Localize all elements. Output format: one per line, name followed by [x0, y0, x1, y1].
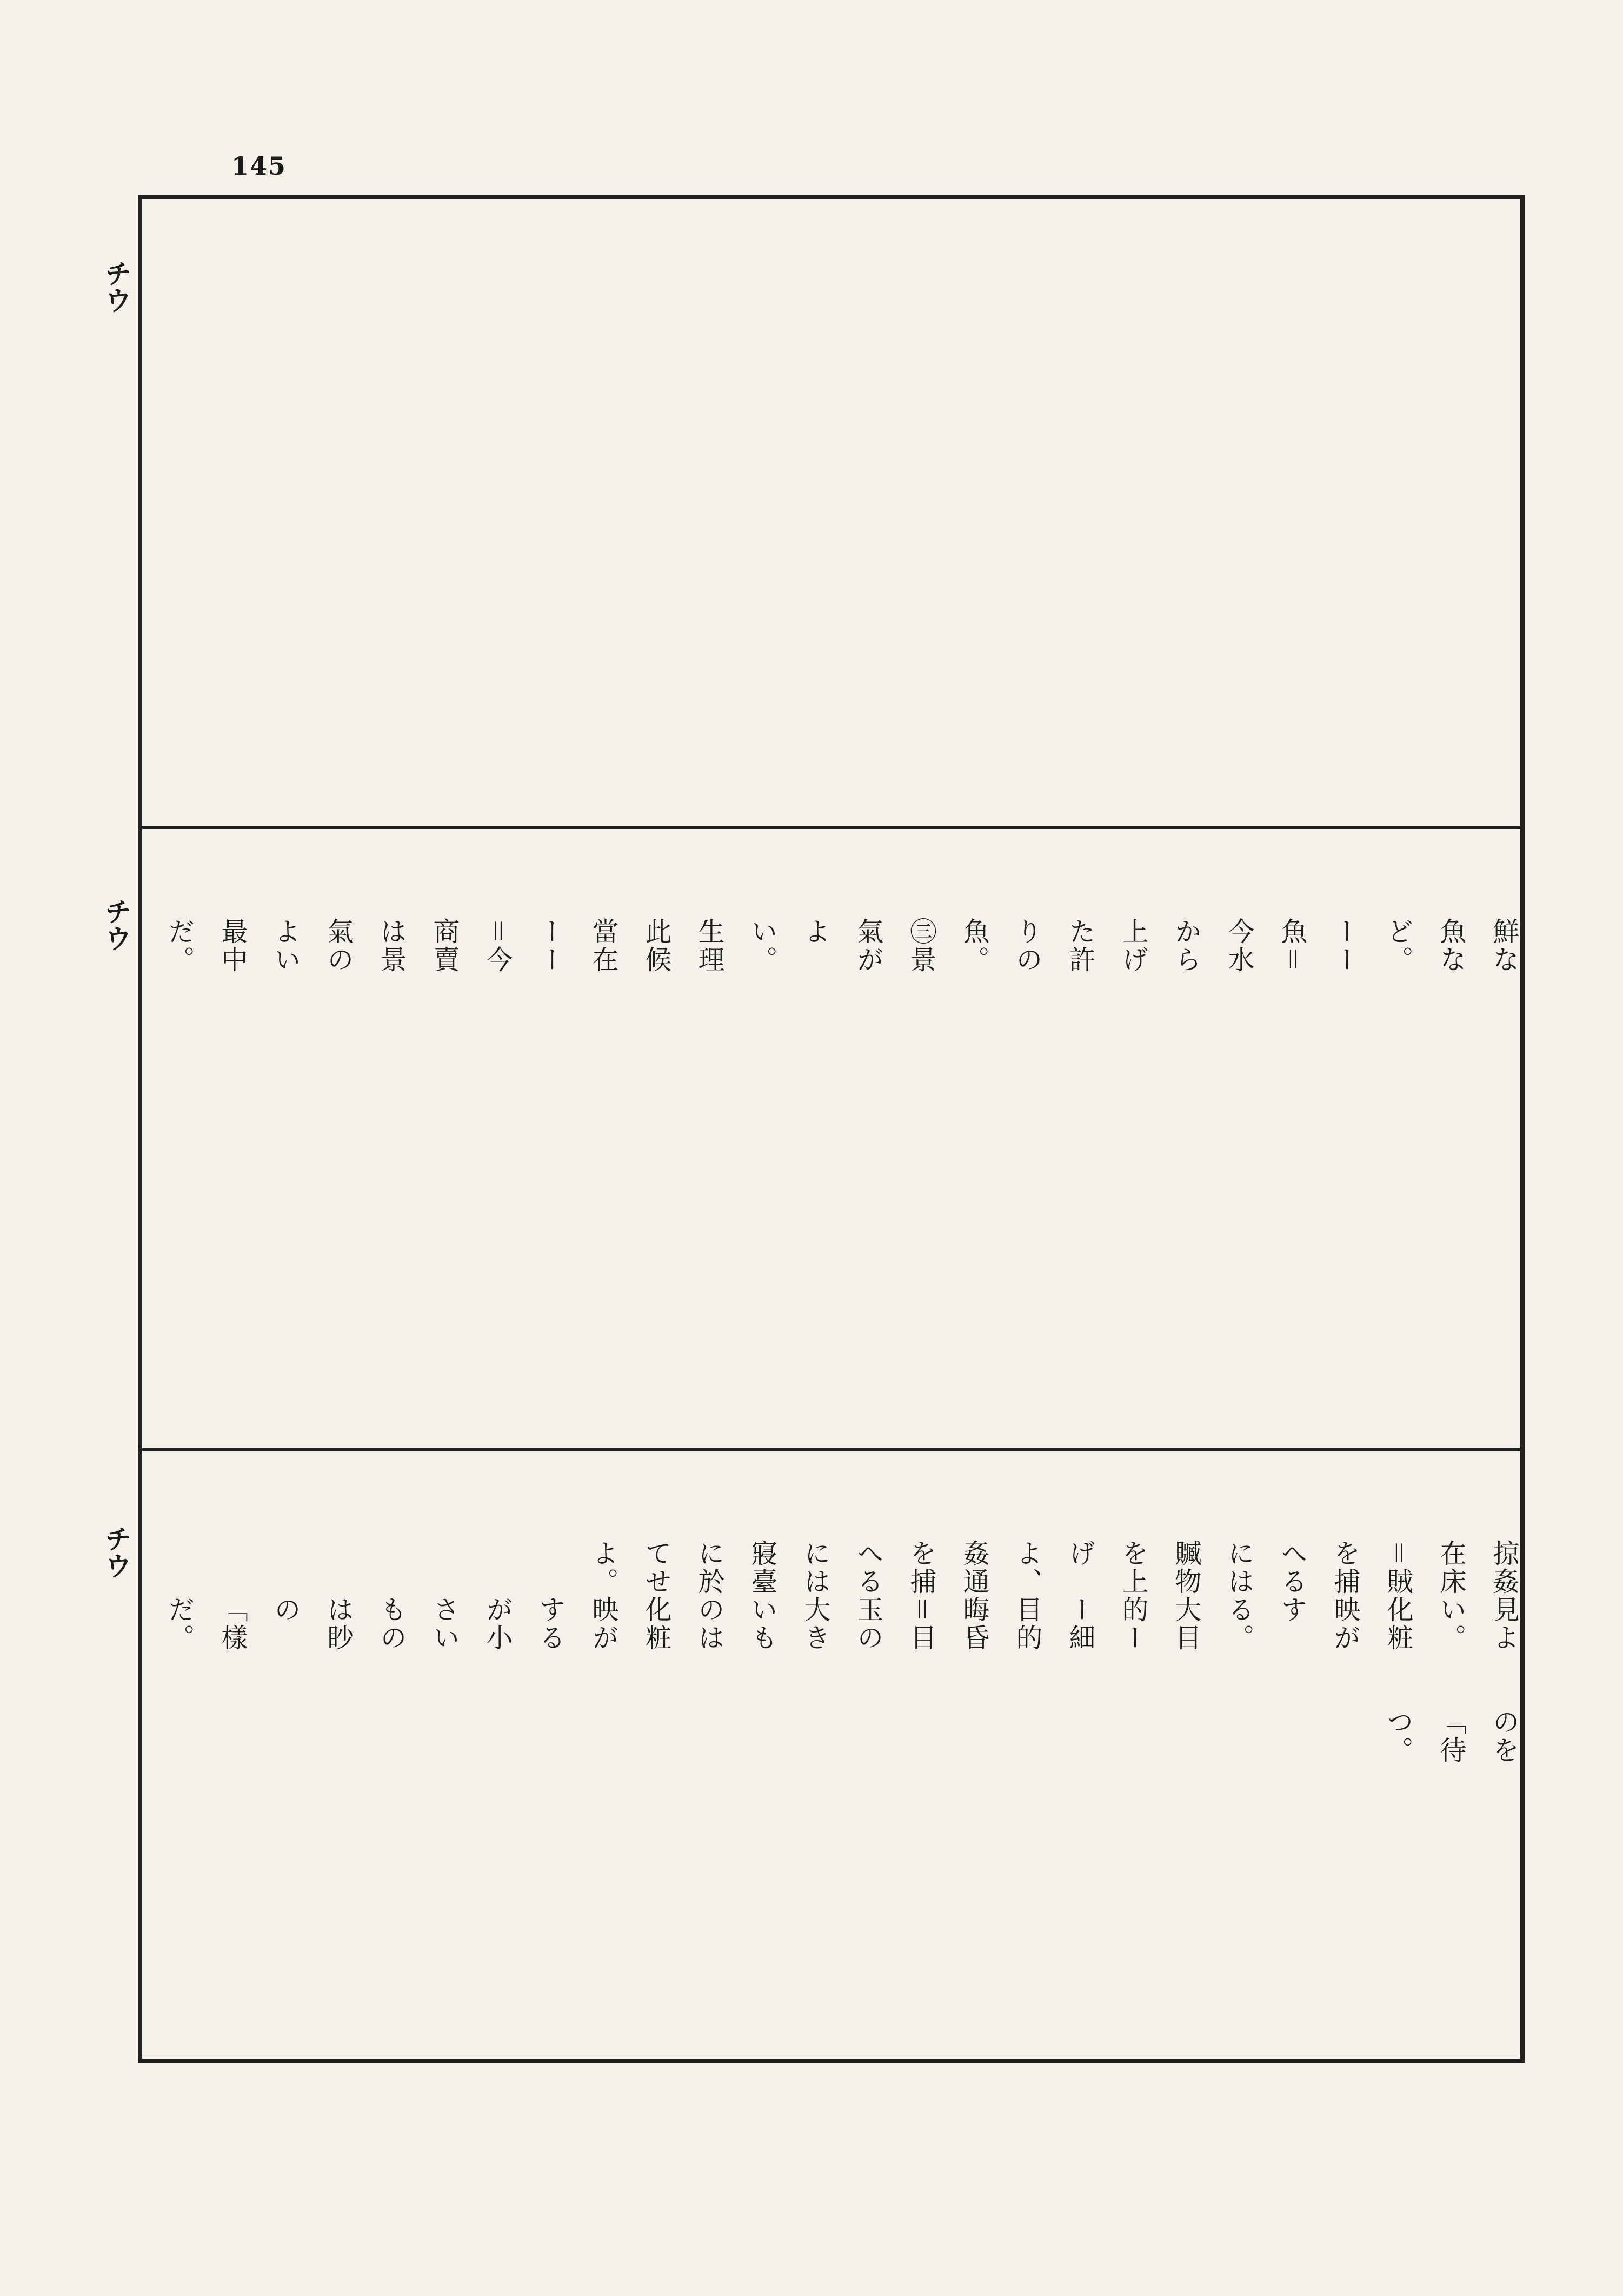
entry-definition: 掠姦在床＝賊を捕へるには贓物を上げよ、姦通を捕へるには寢臺に於てせよ。 — [588, 1539, 1520, 1596]
entry-column-2 — [142, 829, 1520, 1448]
dictionary-entry — [153, 1086, 1520, 1143]
dictionary-entry — [153, 288, 1520, 344]
dictionary-frame — [138, 195, 1525, 2063]
entry-band-2 — [142, 829, 1520, 1451]
dictionary-entry — [153, 1383, 1520, 1439]
dictionary-entry — [153, 861, 1520, 918]
dictionary-entry — [153, 681, 1520, 738]
dictionary-entry — [153, 400, 1520, 456]
dictionary-entry — [153, 1030, 1520, 1086]
dictionary-entry — [153, 1326, 1520, 1383]
dictionary-entry — [153, 918, 1520, 974]
dictionary-entry — [153, 1978, 1520, 2049]
entry-definition: のを「待つ。 — [1383, 1708, 1520, 1764]
margin-head-1: チウ — [101, 260, 132, 314]
dictionary-entry — [153, 1439, 1520, 1451]
entry-column-3 — [142, 1451, 1520, 2063]
page-number: 145 — [231, 151, 287, 181]
entry-band-3 — [142, 1451, 1520, 2063]
entry-definition: 見よい。化粧映がする。大目的ーー細目的晦昏＝目玉の大きいものは化粧映がするが小さいものは眇の「樣だ。 — [164, 1596, 1520, 1653]
dictionary-entry — [153, 2049, 1520, 2063]
dictionary-entry — [153, 1143, 1520, 1199]
margin-head-2: チウ — [101, 898, 132, 952]
dictionary-entry — [153, 344, 1520, 400]
dictionary-entry — [153, 1708, 1520, 1764]
entry-definition: 鮮な魚など。ーー魚＝今水から上げた許りの魚。㊂景氣がよい。生理此候當在ーー＝今商賣は景氣のよい最中だ。 — [164, 918, 1520, 974]
dictionary-entry — [153, 1836, 1520, 1907]
dictionary-entry — [153, 1652, 1520, 1708]
entry-column-1 — [142, 199, 1520, 826]
dictionary-entry — [153, 1483, 1520, 1539]
dictionary-entry — [153, 1539, 1520, 1596]
dictionary-entry — [153, 1270, 1520, 1326]
dictionary-entry — [153, 569, 1520, 625]
dictionary-entry — [153, 456, 1520, 513]
dictionary-entry — [153, 1907, 1520, 1978]
dictionary-entry — [153, 625, 1520, 681]
margin-head-3: チウ — [101, 1525, 132, 1579]
dictionary-entry — [153, 1596, 1520, 1652]
dictionary-entry — [153, 1199, 1520, 1270]
dictionary-entry — [153, 513, 1520, 569]
dictionary-entry — [153, 1764, 1520, 1836]
dictionary-entry — [153, 974, 1520, 1030]
dictionary-entry — [153, 231, 1520, 288]
dictionary-entry — [153, 794, 1520, 829]
entry-band-1 — [142, 199, 1520, 829]
dictionary-entry — [153, 738, 1520, 794]
